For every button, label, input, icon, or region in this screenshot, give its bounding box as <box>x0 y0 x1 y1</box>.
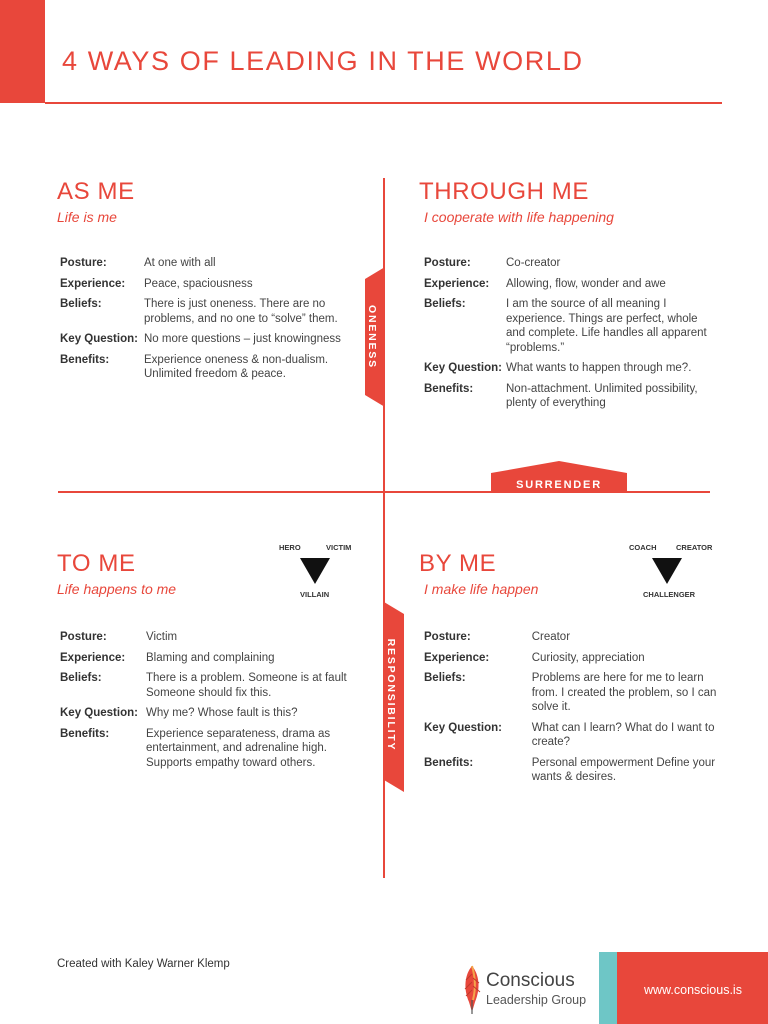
as-me-table <box>60 256 350 388</box>
table-row <box>60 630 360 651</box>
row-value: There is a problem. Someone is at fault Someone should fix this. <box>146 672 347 699</box>
surrender-label: SURRENDER <box>516 479 602 491</box>
row-key: Experience: <box>424 651 490 664</box>
table-row <box>424 671 724 721</box>
responsibility-label: RESPONSIBILITY <box>385 638 397 752</box>
website-link[interactable]: www.conscious.is <box>644 983 742 997</box>
to-me-title: TO ME <box>57 550 136 577</box>
header-divider <box>45 102 722 104</box>
row-value: Personal empowerment Define your wants & desires. <box>531 756 716 783</box>
table-row <box>424 756 724 791</box>
table-row <box>60 297 350 332</box>
table-row <box>60 353 350 388</box>
row-key: Experience: <box>60 277 126 290</box>
row-value: At one with all <box>144 257 216 269</box>
table-row <box>60 277 350 298</box>
page-title: 4 WAYS OF LEADING IN THE WORLD <box>62 46 584 76</box>
triangle-label-creator: CREATOR <box>676 543 713 552</box>
row-key: Key Question: <box>60 707 138 719</box>
row-key: Posture: <box>60 631 107 643</box>
row-key: Benefits: <box>60 353 110 366</box>
row-value: Experience separateness, drama as entertainment, and adrenaline high. Supports empathy toward others. <box>146 727 331 769</box>
row-value: Co-creator <box>506 257 561 269</box>
row-value: Non-attachment. Unlimited possibility, plenty of everything <box>506 382 698 409</box>
by-me-title: BY ME <box>419 550 497 577</box>
row-key: Beliefs: <box>60 672 102 684</box>
table-row <box>424 630 724 651</box>
table-row <box>424 277 716 298</box>
feather-logo-icon <box>461 964 483 1014</box>
row-key: Key Question: <box>424 721 502 734</box>
through-me-table <box>424 256 716 417</box>
row-key: Posture: <box>60 257 107 269</box>
footer-teal-accent <box>599 952 617 1024</box>
table-row <box>60 332 350 353</box>
by-me-subtitle: I make life happen <box>424 581 539 597</box>
row-value: Peace, spaciousness <box>144 277 253 290</box>
row-value: Problems are here for me to learn from. I created the problem, so I can solve it. <box>531 672 717 713</box>
table-row <box>424 297 716 361</box>
credit-text: Created with Kaley Warner Klemp <box>57 958 230 970</box>
table-row <box>424 651 724 672</box>
header-accent-bar <box>0 0 45 103</box>
row-key: Posture: <box>424 631 471 643</box>
row-key: Beliefs: <box>424 672 466 684</box>
table-row <box>60 256 350 277</box>
logo-name-line2: Leadership Group <box>486 993 587 1007</box>
row-value: Why me? Whose fault is this? <box>146 707 298 719</box>
row-value: No more questions – just knowingness <box>144 333 341 345</box>
row-value: I am the source of all meaning I experience. Things are perfect, whole and complete. Life handles all apparent “problems.” <box>506 298 707 354</box>
row-key: Posture: <box>424 257 471 269</box>
through-me-title: THROUGH ME <box>419 178 589 205</box>
row-value: What wants to happen through me?. <box>506 362 692 374</box>
row-value: There is just oneness. There are no problems, and no one to “solve” them. <box>144 298 338 325</box>
row-value: Allowing, flow, wonder and awe <box>506 277 666 290</box>
table-row <box>60 706 360 727</box>
row-value: Creator <box>531 631 571 643</box>
row-key: Benefits: <box>60 727 110 740</box>
row-key: Key Question: <box>60 333 138 345</box>
as-me-title: AS ME <box>57 178 135 205</box>
as-me-subtitle: Life is me <box>57 209 117 225</box>
row-value: Experience oneness & non-dualism. Unlimited freedom & peace. <box>144 353 329 380</box>
table-row <box>424 721 724 756</box>
row-key: Key Question: <box>424 362 502 374</box>
row-key: Experience: <box>60 651 126 664</box>
triangle-label-hero: HERO <box>279 543 301 552</box>
empowerment-triangle-icon <box>652 558 682 584</box>
drama-triangle-icon <box>300 558 330 584</box>
oneness-label: ONENESS <box>366 305 378 369</box>
row-key: Beliefs: <box>60 298 102 310</box>
table-row <box>60 651 360 672</box>
row-value: Blaming and complaining <box>146 651 275 664</box>
row-key: Beliefs: <box>424 298 466 310</box>
to-me-table <box>60 630 360 776</box>
triangle-label-challenger: CHALLENGER <box>643 590 696 599</box>
triangle-label-victim: VICTIM <box>326 543 352 552</box>
to-me-subtitle: Life happens to me <box>57 581 177 597</box>
logo-name-line1: Conscious <box>486 970 575 991</box>
table-row <box>424 256 716 277</box>
table-row <box>60 671 360 706</box>
through-me-subtitle: I cooperate with life happening <box>424 209 614 225</box>
row-key: Experience: <box>424 277 490 290</box>
table-row <box>60 727 360 777</box>
row-value: Victim <box>146 631 178 643</box>
triangle-label-villain: VILLAIN <box>300 590 330 599</box>
by-me-table <box>424 630 724 791</box>
row-value: Curiosity, appreciation <box>531 651 645 664</box>
row-value: What can I learn? What do I want to create? <box>531 721 715 748</box>
row-key: Benefits: <box>424 382 474 395</box>
table-row <box>424 382 716 417</box>
triangle-label-coach: COACH <box>629 543 657 552</box>
table-row <box>424 361 716 382</box>
row-key: Benefits: <box>424 756 474 769</box>
